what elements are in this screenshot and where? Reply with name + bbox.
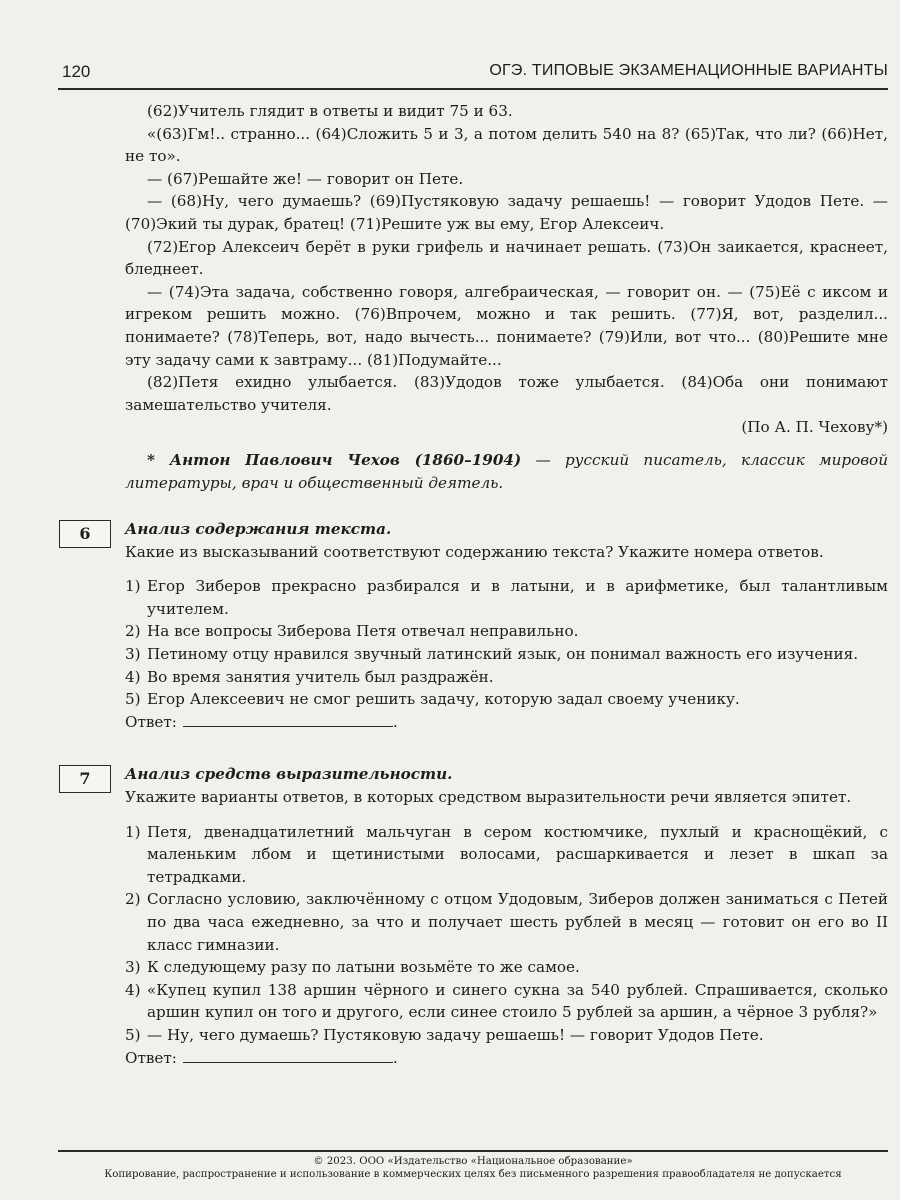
text-paragraph: — (74)Эта задача, собственно говоря, алгебраическая, — говорит он. — (75)Её с иксом и игреком решить можно. (76)Впрочем, можно и так решить. (77)Я, вот, разделил... понимаете? (78)Теперь, вот, надо вычесть... понимаете? (79)Или, вот что... (80)Решите мне эту задачу сами к завтраму... (81)Подумайте... (125, 282, 888, 369)
running-title: ОГЭ. ТИПОВЫЕ ЭКЗАМЕНАЦИОННЫЕ ВАРИАНТЫ (489, 62, 888, 79)
option-text: На все вопросы Зиберова Петя отвечал неправильно. (147, 622, 579, 641)
option-text: Егор Зиберов прекрасно разбирался и в латыни, и в арифметике, был талантливым учителем. (147, 577, 888, 618)
option-number: 1) (125, 577, 141, 596)
option-number: 1) (125, 822, 141, 841)
answer-option (125, 575, 888, 620)
answer-options (125, 821, 888, 1047)
answer-row (125, 1047, 888, 1070)
task-number-box: 7 (59, 765, 111, 793)
text-paragraph: (62)Учитель глядит в ответы и видит 75 и 63. (147, 102, 513, 120)
page-content (79, 100, 888, 1069)
option-text: К следующему разу по латыни возьмёте то же самое. (147, 958, 580, 977)
answer-option (125, 688, 888, 711)
answer-row (125, 711, 888, 734)
option-number: 3) (125, 958, 141, 977)
answer-label: Ответ: (125, 1048, 177, 1067)
copyright-line: © 2023. ООО «Издательство «Национальное образование» (313, 1156, 633, 1167)
option-number: 4) (125, 980, 141, 999)
text-paragraph: (82)Петя ехидно улыбается. (83)Удодов тоже улыбается. (84)Оба они понимают замешательство учителя. (125, 373, 888, 414)
option-number: 5) (125, 1025, 141, 1044)
option-number: 3) (125, 645, 141, 664)
option-text: — Ну, чего думаешь? Пустяковую задачу решаешь! — говорит Удодов Пете. (147, 1025, 764, 1044)
answer-option (125, 1024, 888, 1047)
option-text: Петя, двенадцатилетний мальчуган в сером костюмчике, пухлый и краснощёкий, с маленьким лбом и щетинистыми волосами, расшаркивается и лезет в шкап за тетрадками. (147, 822, 888, 886)
task-6 (79, 518, 888, 733)
task-7 (79, 763, 888, 1069)
author-footnote (125, 449, 888, 494)
answer-option (125, 666, 888, 689)
answer-option (125, 979, 888, 1024)
task-title: Анализ содержания текста. (125, 520, 392, 539)
answer-blank[interactable] (183, 712, 393, 727)
answer-label: Ответ: (125, 712, 177, 731)
page-footer (58, 1150, 888, 1181)
text-paragraph: — (67)Решайте же! — говорит он Пете. (147, 169, 464, 188)
answer-period: . (392, 1048, 398, 1067)
text-attribution: (По А. П. Чехову*) (741, 418, 888, 437)
task-title: Анализ средств выразительности. (125, 765, 453, 784)
option-text: Петиному отцу нравился звучный латинский язык, он понимал важность его изучения. (147, 645, 859, 664)
page-number: 120 (62, 62, 91, 81)
option-text: Во время занятия учитель был раздражён. (147, 667, 494, 686)
answer-option (125, 821, 888, 889)
answer-option (125, 620, 888, 643)
text-paragraph: (72)Егор Алексеич берёт в руки грифель и начинает решать. (73)Он заикается, краснеет, бледнеет. (125, 237, 888, 279)
answer-option (125, 956, 888, 979)
option-text: «Купец купил 138 аршин чёрного и синего сукна за 540 рублей. Спрашивается, сколько аршин купил он того и другого, если синее стоило 5 рублей за аршин, а чёрное 3 рубля?» (147, 980, 888, 1022)
task-number-box: 6 (59, 520, 111, 548)
copyright-notice: Копирование, распространение и использование в коммерческих целях без письменного разрешения правообладателя не допускается (104, 1169, 842, 1180)
answer-option (125, 888, 888, 956)
answer-option (125, 643, 888, 666)
answer-period: . (392, 712, 398, 731)
option-text: Согласно условию, заключённому с отцом Удодовым, Зиберов должен заниматься с Петей по два часа ежедневно, за что и получает шесть рублей в месяц — готовит он его во II класс гимназии. (147, 890, 888, 954)
answer-options (125, 575, 888, 711)
option-number: 2) (125, 890, 141, 909)
option-number: 4) (125, 667, 141, 686)
task-instruction: Какие из высказываний соответствуют содержанию текста? Укажите номера ответов. (125, 542, 824, 561)
option-number: 5) (125, 690, 141, 709)
task-instruction: Укажите варианты ответов, в которых средством выразительности речи является эпитет. (125, 788, 852, 807)
text-paragraph: — (68)Ну, чего думаешь? (69)Пустяковую задачу решаешь! — говорит Удодов Пете. — (70)Экий ты дурак, братец! (71)Решите уж вы ему, Егор Алексеич. (125, 192, 888, 233)
text-paragraph: «(63)Гм!.. странно... (64)Сложить 5 и 3, а потом делить 540 на 8? (65)Так, что ли? (66)Нет, не то». (125, 124, 888, 166)
footnote-description: — русский писатель, классик мировой литературы, врач и общественный деятель. (125, 450, 888, 492)
option-number: 2) (125, 622, 141, 641)
answer-blank[interactable] (183, 1048, 393, 1063)
option-text: Егор Алексеевич не смог решить задачу, которую задал своему ученику. (147, 690, 740, 709)
footnote-author-name: * Антон Павлович Чехов (1860–1904) (147, 450, 522, 469)
text-excerpt (125, 100, 888, 494)
page-header (58, 58, 888, 90)
